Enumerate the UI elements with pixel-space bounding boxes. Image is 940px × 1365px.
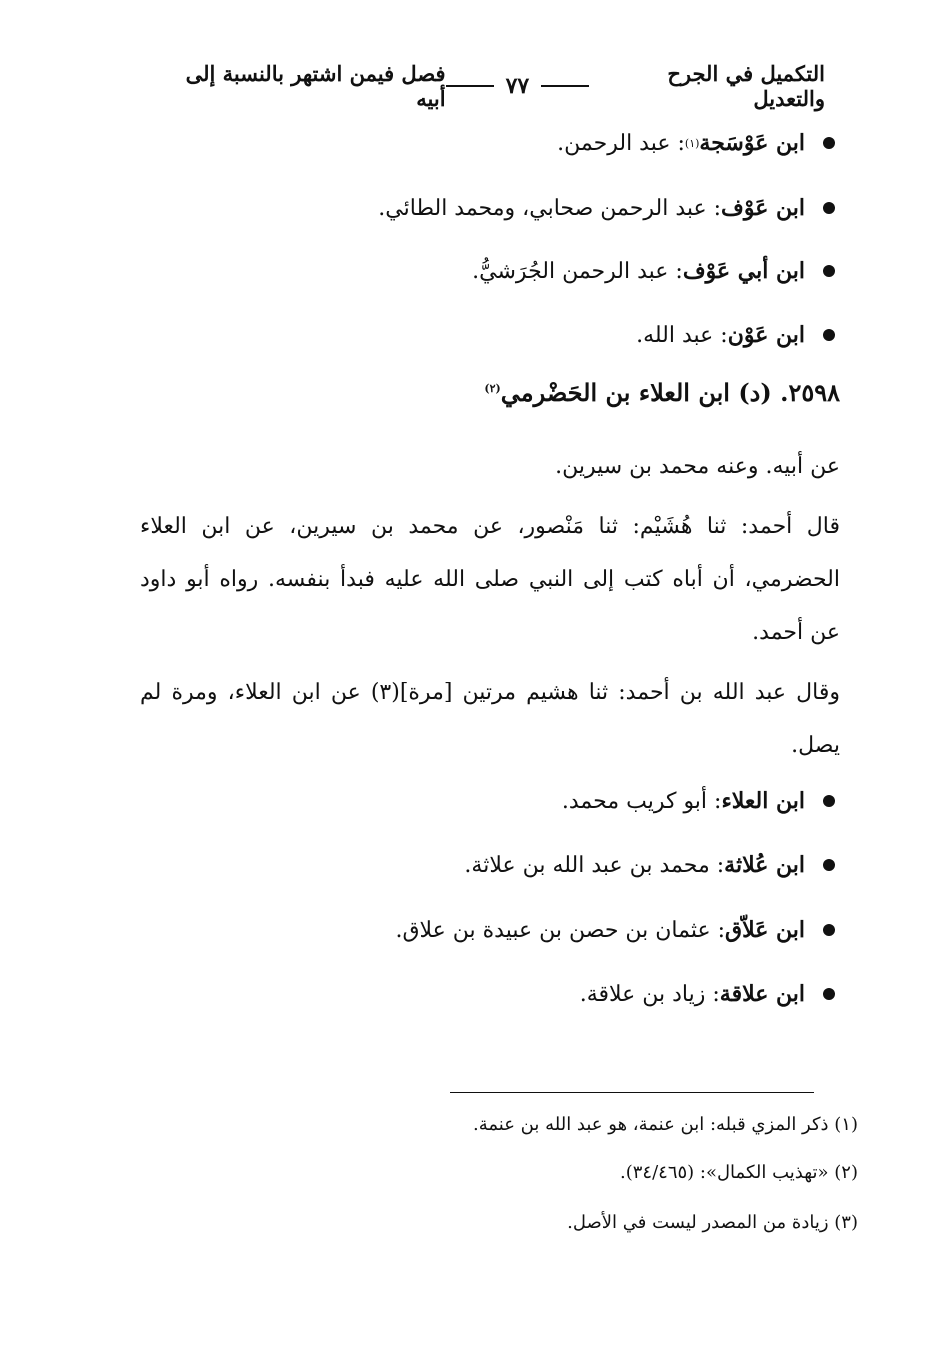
entry-text: : عبد الرحمن الجُرَشيُّ.	[472, 258, 683, 284]
header-center	[446, 73, 590, 99]
paragraph: عن أبيه. وعنه محمد بن سيرين.	[555, 454, 840, 479]
header-dash-right	[541, 85, 589, 87]
bullet-dot	[823, 988, 835, 1000]
entry-name: ابن عَوْف	[721, 195, 805, 221]
entry-name: ابن عَوْن	[727, 322, 805, 348]
bullet-dot	[823, 924, 835, 936]
running-header	[150, 61, 825, 111]
entry-name: ابن عُلاثة	[724, 852, 805, 878]
entry-heading	[484, 378, 840, 407]
entry-name: ابن علاقة	[719, 981, 805, 1007]
entry-text: : عبد الرحمن.	[557, 130, 685, 156]
page-number: ٧٧	[505, 73, 530, 99]
footnote-divider	[450, 1092, 814, 1093]
list-item	[395, 917, 835, 943]
entry-text: : محمد بن عبد الله بن علاثة.	[464, 852, 725, 878]
entry-name: ابن عَلاّق	[725, 917, 805, 943]
entry-name: ابن العلاء	[721, 788, 805, 814]
list-item	[378, 195, 835, 221]
entry-name: ابن عَوْسَجة	[699, 130, 805, 156]
footnote-ref: (٢)	[484, 382, 501, 395]
entry-text: : عبد الرحمن صحابي، ومحمد الطائي.	[378, 195, 722, 221]
entry-name: ابن أبي عَوْف	[682, 258, 805, 284]
entry-text: : عبد الله.	[636, 322, 728, 348]
entry-title: ابن العلاء بن الحَضْرمي	[500, 378, 730, 407]
paragraph: قال أحمد: ثنا هُشَيْم: ثنا مَنْصور، عن محمد بن سيرين، عن ابن العلاء الحضرمي، أن أباه كتب إلى النبي صلى الله عليه فبدأ بنفسه. رواه أبو داود عن أحمد.	[140, 514, 840, 645]
list-item	[562, 788, 835, 814]
header-dash-left	[446, 85, 494, 87]
list-item	[580, 981, 835, 1007]
paragraph: وقال عبد الله بن أحمد: ثنا هشيم مرتين [مرة](٣) عن ابن العلاء، ومرة لم يصل.	[140, 680, 841, 758]
list-item	[472, 258, 835, 284]
bullet-dot	[823, 202, 835, 214]
header-chapter-title: فصل فيمن اشتهر بالنسبة إلى أبيه	[185, 61, 446, 111]
entry-text: : عثمان بن حصن بن عبيدة بن علاق.	[395, 917, 726, 943]
footnote: (٣) زيادة من المصدر ليست في الأصل.	[567, 1212, 858, 1233]
list-item	[636, 322, 835, 348]
bullet-dot	[823, 265, 835, 277]
header-book-title: التكميل في الجرح والتعديل	[667, 61, 825, 111]
list-item	[557, 130, 835, 156]
list-item	[464, 852, 835, 878]
footnote-ref: (١)	[684, 136, 700, 150]
footnote: (٢) «تهذيب الكمال»: (٣٤/٤٦٥).	[620, 1162, 858, 1183]
footnote: (١) ذكر المزي قبله: ابن عنمة، هو عبد الله بن عنمة.	[473, 1114, 858, 1135]
entry-number: ٢٥٩٨.	[780, 378, 840, 407]
bullet-dot	[823, 329, 835, 341]
entry-text: : زياد بن علاقة.	[579, 981, 720, 1007]
bullet-dot	[823, 137, 835, 149]
bullet-dot	[823, 859, 835, 871]
entry-code: (د)	[738, 378, 772, 407]
bullet-dot	[823, 795, 835, 807]
entry-text: : أبو كريب محمد.	[561, 788, 722, 814]
